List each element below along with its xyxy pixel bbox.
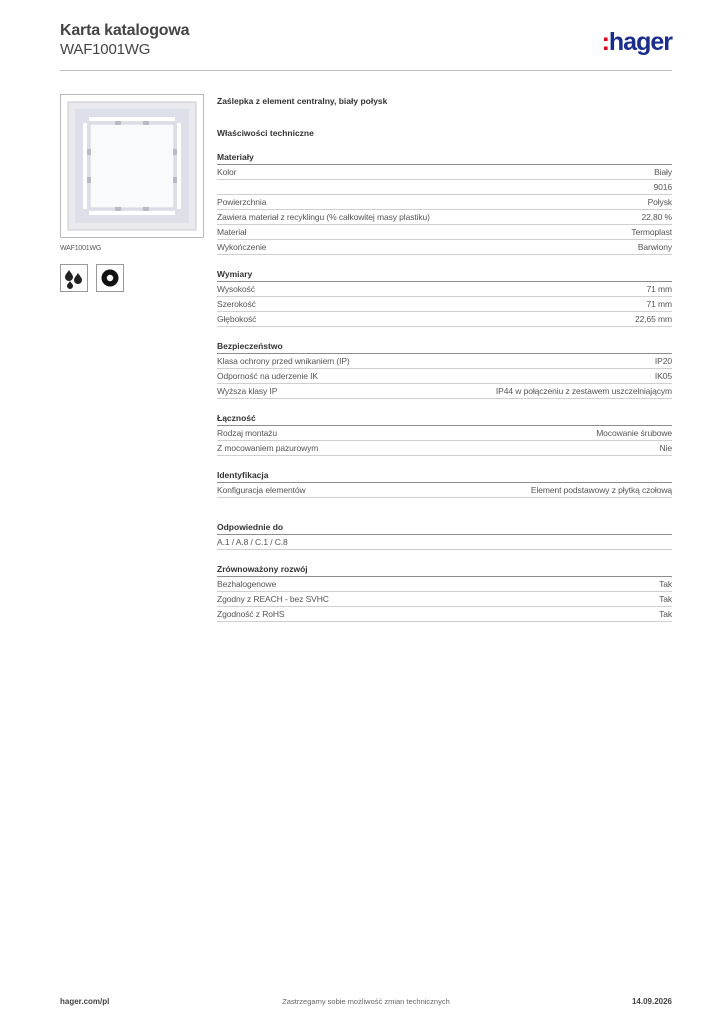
spec-label: Kolor xyxy=(217,167,237,177)
spec-label: Szerokość xyxy=(217,299,256,309)
section-title: Łączność xyxy=(217,413,672,426)
spec-section xyxy=(217,152,672,255)
spec-label: Wyższa klasy IP xyxy=(217,386,278,396)
spec-label: Odporność na uderzenie IK xyxy=(217,371,318,381)
spec-row xyxy=(217,195,672,210)
spec-value: IP44 w połączeniu z zestawem uszczelniającym xyxy=(495,386,672,396)
spec-row xyxy=(217,312,672,327)
page-header xyxy=(60,22,672,71)
spec-row xyxy=(217,535,672,550)
product-specification xyxy=(217,94,672,636)
section-title: Odpowiednie do xyxy=(217,522,672,535)
product-name: Zaślepka z element centralny, biały połysk xyxy=(217,96,388,106)
spec-section xyxy=(217,269,672,327)
technical-properties-title: Właściwości techniczne xyxy=(217,128,314,138)
spec-value: IP20 xyxy=(654,356,672,366)
spec-value: 71 mm xyxy=(646,299,672,309)
spec-label: Zgodność z RoHS xyxy=(217,609,285,619)
spec-label: Rodzaj montażu xyxy=(217,428,278,438)
spec-section xyxy=(217,470,672,498)
spec-row xyxy=(217,426,672,441)
section-title: Materiały xyxy=(217,152,672,165)
product-code: WAF1001WG xyxy=(60,41,151,58)
product-image xyxy=(60,94,204,238)
spec-row xyxy=(217,225,672,240)
spec-label: Wykończenie xyxy=(217,242,267,252)
ring-icon xyxy=(96,264,124,292)
spec-value: 9016 xyxy=(653,182,672,192)
spec-label: A.1 / A.8 / C.1 / C.8 xyxy=(217,537,288,547)
spec-value: Biały xyxy=(654,167,672,177)
spec-section xyxy=(217,564,672,622)
spec-sections xyxy=(217,152,672,622)
spec-value: 22,65 mm xyxy=(635,314,672,324)
spec-label: Bezhalogenowe xyxy=(217,579,277,589)
spec-value: Mocowanie śrubowe xyxy=(596,428,672,438)
spec-label: Powierzchnia xyxy=(217,197,267,207)
document-title: Karta katalogowa xyxy=(60,22,190,39)
footer-website: hager.com/pl xyxy=(60,997,110,1006)
spec-section xyxy=(217,413,672,456)
spec-section xyxy=(217,341,672,399)
spec-value: Tak xyxy=(659,609,672,619)
page-footer xyxy=(60,997,672,1011)
spec-value: Termoplast xyxy=(631,227,672,237)
spec-label: Klasa ochrony przed wnikaniem (IP) xyxy=(217,356,350,366)
spec-label: Z mocowaniem pazurowym xyxy=(217,443,319,453)
spec-value: 22,80 % xyxy=(641,212,672,222)
spec-value: Barwiony xyxy=(637,242,672,252)
spec-label: Głębokość xyxy=(217,314,257,324)
footer-date: 14.09.2026 xyxy=(631,997,672,1006)
spec-row xyxy=(217,592,672,607)
spec-row xyxy=(217,282,672,297)
spec-label: Wysokość xyxy=(217,284,255,294)
section-title: Identyfikacja xyxy=(217,470,672,483)
spec-row xyxy=(217,240,672,255)
spec-row xyxy=(217,369,672,384)
spec-row xyxy=(217,354,672,369)
spec-row xyxy=(217,577,672,592)
footer-disclaimer: Zastrzegamy sobie możliwość zmian technicznych xyxy=(282,997,450,1006)
spec-row xyxy=(217,607,672,622)
image-caption: WAF1001WG xyxy=(60,245,102,252)
spec-value: IK05 xyxy=(654,371,672,381)
spec-row xyxy=(217,165,672,180)
spec-value: Tak xyxy=(659,594,672,604)
spec-value: 71 mm xyxy=(646,284,672,294)
spec-section xyxy=(217,522,672,550)
section-title: Zrównoważony rozwój xyxy=(217,564,672,577)
water-drops-icon xyxy=(60,264,88,292)
spec-label: Zgodny z REACH - bez SVHC xyxy=(217,594,329,604)
spec-row xyxy=(217,384,672,399)
spec-label: Zawiera materiał z recyklingu (% całkowitej masy plastiku) xyxy=(217,212,430,222)
spec-row xyxy=(217,180,672,195)
spec-row xyxy=(217,483,672,498)
section-title: Bezpieczeństwo xyxy=(217,341,672,354)
spec-value: Element podstawowy z płytką czołową xyxy=(530,485,672,495)
spec-row xyxy=(217,441,672,456)
spec-value: Tak xyxy=(659,579,672,589)
spec-label: Materiał xyxy=(217,227,247,237)
spec-row xyxy=(217,210,672,225)
spec-value: Nie xyxy=(659,443,672,453)
spec-label: Konfiguracja elementów xyxy=(217,485,306,495)
spec-row xyxy=(217,297,672,312)
hager-logo: :hager xyxy=(601,28,672,56)
spec-value: Połysk xyxy=(647,197,672,207)
section-title: Wymiary xyxy=(217,269,672,282)
